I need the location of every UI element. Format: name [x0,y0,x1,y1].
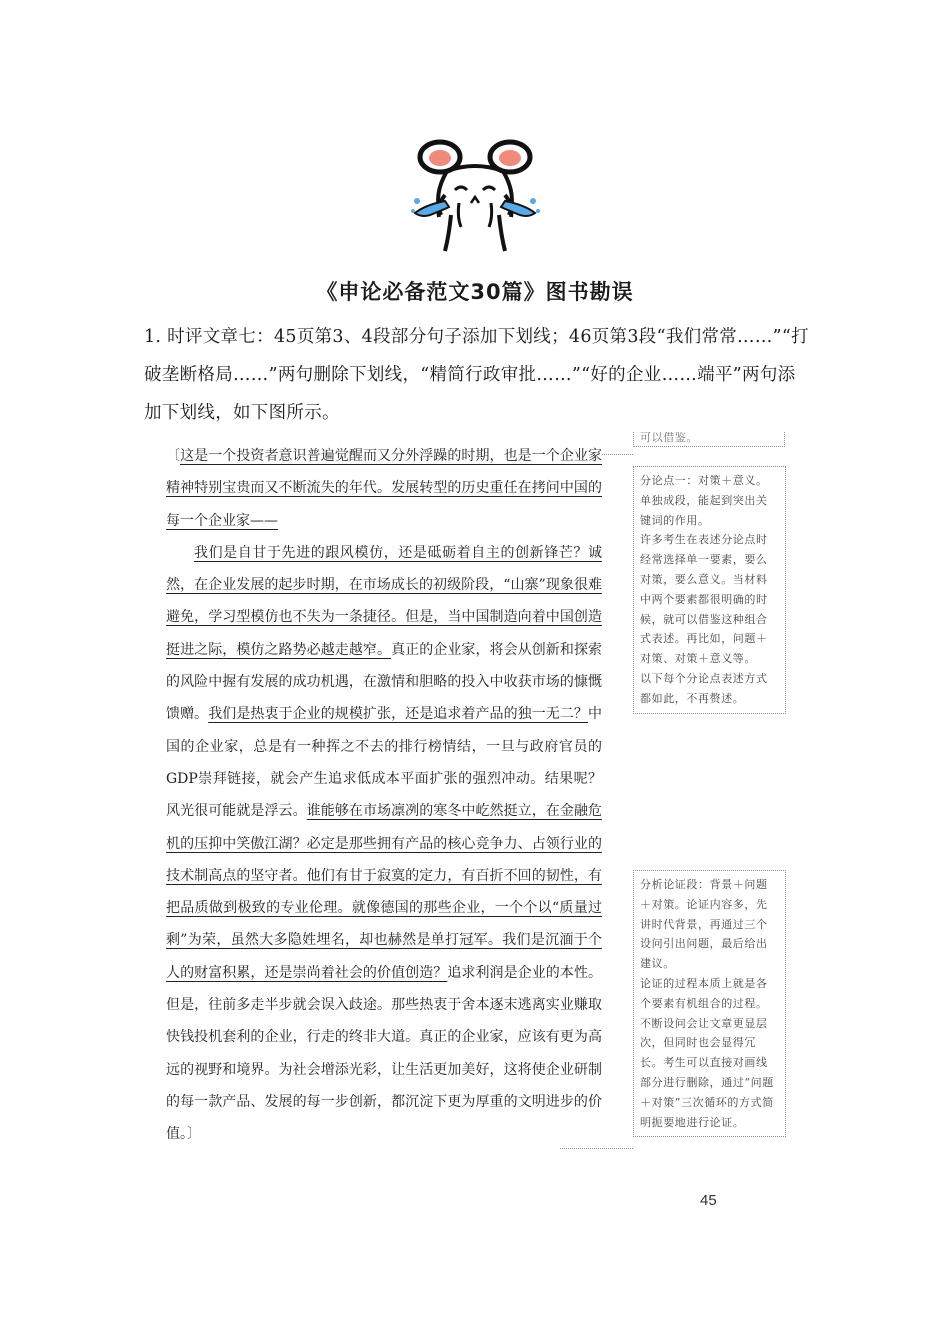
annotation-connector [560,1148,633,1149]
annotation-text: 分论点一：对策＋意义。单独成段，能起到突出关键词的作用。 [640,474,768,527]
article-body [166,440,602,1151]
crying-mouse-icon [405,135,545,255]
plain-sentence: 中国的企业家，总是有一种挥之不去的排行榜情结，一旦与政府官员的GDP崇拜链接，就会产生追求低成本平面扩张的强烈冲动。结果呢？风光很可能就是浮云。 [166,706,603,820]
plain-sentence: 真正的企业家，将会从创新和探索的风险中握有发展的成功机遇，在激情和胆略的投入中收获市场的慷慨馈赠。 [166,641,603,723]
annotation-text: 论证的过程本质上就是各个要素有机组合的过程。 [640,976,768,1010]
annotation-text: 不断设问会让文章更显层次，但同时也会显得冗长。考生可以直接对画线部分进行删除，通过“问题＋对策”三次循环的方式简明扼要地进行论证。 [640,1016,774,1129]
underlined-sentence: 这是一个投资者意识普遍觉醒而又分外浮躁的时期，也是一个企业家精神特别宝贵而又不断流失的年代。发展转型的历史重任在拷问中国的每一个企业家—— [166,448,603,529]
annotation-fragment: 可以借鉴。 [633,432,785,447]
annotation-text: 许多考生在表述分论点时经常选择单一要素，要么对策，要么意义。当材料中两个要素都很明确的时候，就可以借鉴这种组合式表述。再比如，问题＋对策、对策＋意义等。 [640,533,768,666]
underlined-sentence: 谁能够在市场凛冽的寒冬中屹然挺立，在金融危机的压抑中笑傲江湖？必定是那些拥有产品的核心竞争力、占领行业的技术制高点的坚守者。他们有甘于寂寞的定力，有百折不回的韧性，有把品质做到极致的专业伦理。就像德国的那些企业，一个个以“质量过剩”为荣，虽然大多隐姓埋名，却也赫然是单打冠军。我们是沉湎于个人的财富积累，还是崇尚着社会的价值创造？ [166,803,603,981]
book-page-scan [130,432,810,1192]
page-title: 《申论必备范文30篇》图书勘误 [316,280,634,304]
page-number: 45 [700,1192,717,1209]
underlined-sentence: 我们是热衷于企业的规模扩张，还是追求着产品的独一无二？ [208,706,589,723]
annotation-text: 分析论证段：背景＋问题＋对策。论证内容多，先讲时代背景，再通过三个设问引出问题，最后给出建议。 [640,878,768,971]
errata-item-1: 1. 时评文章七：45页第3、4段部分句子添加下划线；46页第3段“我们常常……”“打破垄断格局……”两句删除下划线，“精简行政审批……”“好的企业……端平”两句添加下划线，如下图所示。 [144,327,809,423]
article-paragraph-1: 〔这是一个投资者意识普遍觉醒而又分外浮躁的时期，也是一个企业家精神特别宝贵而又不断流失的年代。发展转型的历史重任在拷问中国的每一个企业家—— [166,448,603,529]
article-paragraph-2: 我们是自甘于先进的跟风模仿，还是砥砺着自主的创新锋芒？诚然，在企业发展的起步时期，在市场成长的初级阶段，“山寨”现象很难避免，学习型模仿也不失为一条捷径。但是，当中国制造向着中国创造挺进之际，模仿之路势必越走越窄。真正的企业家，将会从创新和探索的风险中握有发展的成功机遇，在激情和胆略的投入中收获市场的慷慨馈赠。我们是热衷于企业的规模扩张，还是追求着产品的独一无二？中国的企业家，总是有一种挥之不去的排行榜情结，一旦与政府官员的GDP崇拜链接，就会产生追求低成本平面扩张的强烈冲动。结果呢？风光很可能就是浮云。谁能够在市场凛冽的寒冬中屹然挺立，在金融危机的压抑中笑傲江湖？必定是那些拥有产品的核心竞争力、占领行业的技术制高点的坚守者。他们有甘于寂寞的定力，有百折不回的韧性，有把品质做到极致的专业伦理。就像德国的那些企业，一个个以“质量过剩”为荣，虽然大多隐姓埋名，却也赫然是单打冠军。我们是沉湎于个人的财富积累，还是崇尚着社会的价值创造？追求利润是企业的本性。但是，往前多走半步就会误入歧途。那些热衷于舍本逐末逃离实业赚取快钱投机套利的企业，行走的终非大道。真正的企业家，应该有更为高远的视野和境界。为社会增添光彩，让生活更加美好，这将使企业研制的每一款产品、发展的每一步创新，都沉淀下更为厚重的文明进步的价值。〕 [166,544,603,1143]
annotation-box-1 [633,466,786,714]
annotation-text: 以下每个分论点表述方式都如此，不再赘述。 [640,671,768,705]
underlined-sentence: 我们是自甘于先进的跟风模仿，还是砥砺着自主的创新锋芒？诚然，在企业发展的起步时期，在市场成长的初级阶段，“山寨”现象很难避免，学习型模仿也不失为一条捷径。但是，当中国制造向着中国创造挺进之际，模仿之路势必越走越窄。 [166,544,602,658]
annotation-box-2 [633,870,786,1137]
plain-sentence: 追求利润是企业的本性。但是，往前多走半步就会误入歧途。那些热衷于舍本逐末逃离实业赚取快钱投机套利的企业，行走的终非大道。真正的企业家，应该有更为高远的视野和境界。为社会增添光彩，让生活更加美好，这将使企业研制的每一款产品、发展的每一步创新，都沉淀下更为厚重的文明进步的价值。 [166,964,603,1143]
annotation-connector [602,454,633,455]
